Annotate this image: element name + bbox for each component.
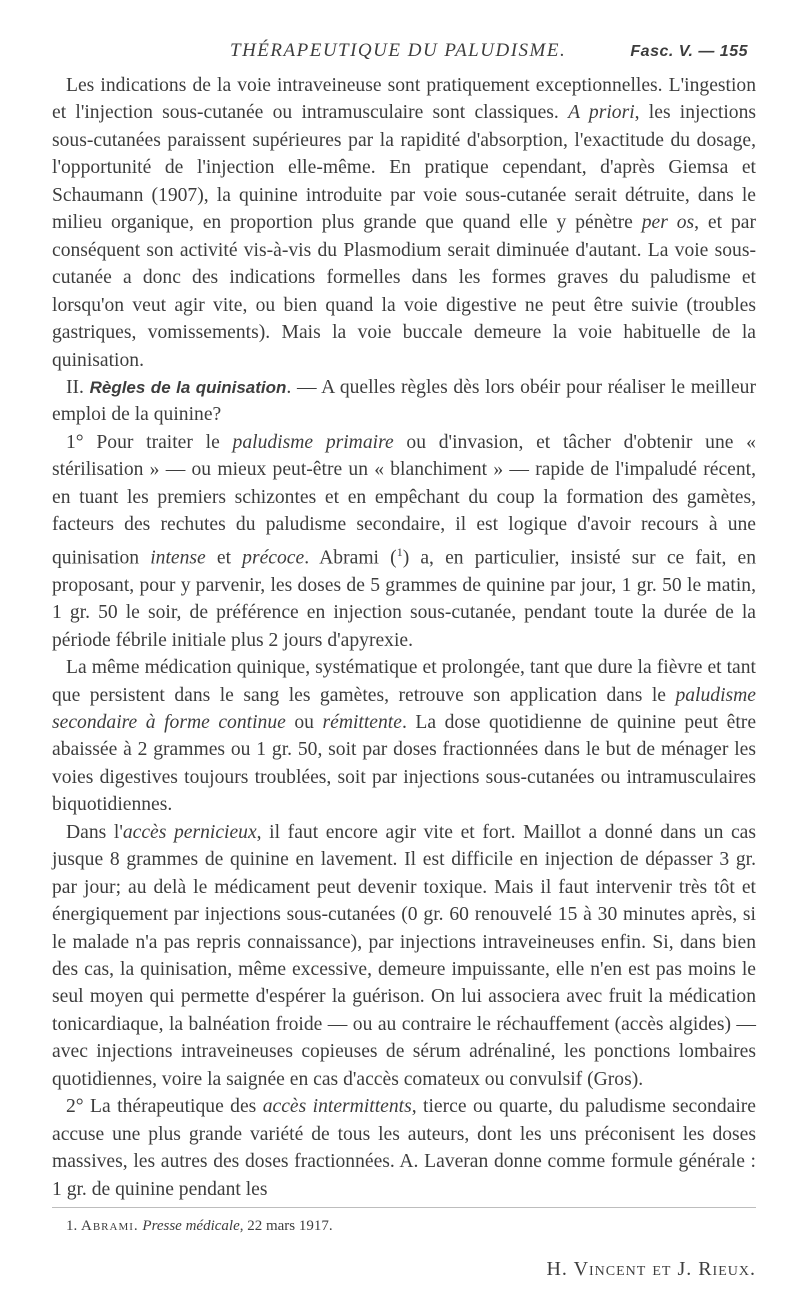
main-text	[52, 72, 756, 1203]
footnote-number: 1.	[66, 1218, 78, 1234]
text-run: , les injections sous-cutanées paraissent supérieures par la rapidité d'absorption, l'exactitude du dosage, l'opportunité de l'injection elle-même. En pratique cependant, d'après Giemsa et Schaumann (1907), la quinine introduite par voie sous-cutanée serait détruite, dans le milieu organique, en proportion plus grande que quand elle y pénètre	[52, 102, 756, 234]
footnote-journal: Presse médicale	[142, 1218, 240, 1234]
footnote-author: Abrami.	[81, 1218, 139, 1234]
italic-phrase: paludisme primaire	[232, 431, 394, 453]
italic-phrase: rémittente	[322, 711, 402, 733]
italic-phrase: per os	[641, 212, 695, 234]
running-header	[230, 40, 748, 62]
footnote-reference: 1	[396, 544, 403, 559]
paragraph	[52, 429, 756, 654]
text-run: 2° La thérapeutique des	[66, 1096, 263, 1118]
text-run: . Abrami (	[304, 547, 397, 569]
section-heading: Règles de la quinisation	[89, 377, 287, 397]
italic-phrase: précoce	[242, 547, 305, 569]
footnote-divider	[52, 1207, 756, 1208]
fascicle-page-number: Fasc. V. — 155	[630, 43, 748, 60]
italic-phrase: accès intermittents	[262, 1096, 412, 1118]
text-run: , et par conséquent son activité vis-à-vis du Plasmodium serait diminuée d'autant. La voie sous-cutanée a donc des indications formelles dans les formes graves du paludisme et lorsqu'on veut agir vite, ou bien quand la voie digestive ne peut être suivie (troubles gastriques, vomissements). Mais la voie buccale demeure la voie habituelle de la quinisation.	[52, 212, 756, 371]
running-title: THÉRAPEUTIQUE DU PALUDISME.	[230, 40, 567, 61]
text-run: La même médication quinique, systématique et prolongée, tant que dure la fièvre et tant que persistent dans le sang les gamètes, retrouve son application dans le	[52, 657, 756, 706]
text-run: . — A quelles règles dès lors obéir pour réaliser le meilleur emploi de la quinine?	[52, 376, 756, 426]
text-run: Dans l'	[66, 821, 123, 843]
italic-phrase: paludisme secondaire à forme continue	[52, 684, 756, 733]
text-run: , il faut encore agir vite et fort. Maillot a donné dans un cas jusque 8 grammes de quinine en lavement. Il est difficile en injection de dépasser 3 gr. par jour; au delà le médicament peut devenir toxique. Mais il faut intervenir très tôt et énergiquement par injections sous-cutanées (0 gr. 60 renouvelé 15 à 30 minutes après, si le malade n'a pas repris connaissance), par injections intraveineuses enfin. Si, dans bien des cas, la quinisation, même excessive, demeure impuissante, elle n'en est pas moins le seul moyen qui permette d'espérer la guérison. On lui associera avec fruit la médication tonicardiaque, la balnéation froide — ou au contraire le réchauffement (accès algides) — avec injections intraveineuses copieuses de sérum adrénaliné, les ponctions lombaires quotidiennes, voire la saignée en cas d'accès comateux ou convulsif (Gros).	[52, 821, 756, 1090]
footnote	[66, 1218, 333, 1235]
paragraph	[52, 1093, 756, 1203]
text-run: II.	[66, 376, 90, 398]
italic-phrase: A priori	[568, 102, 635, 124]
paragraph	[52, 654, 756, 819]
text-run: , tierce ou quarte, du paludisme secondaire accuse une plus grande variété de tous les auteurs, dont les uns préconisent les doses massives, les autres des doses fractionnées. A. Laveran donne comme formule générale : 1 gr. de quinine pendant les	[52, 1096, 756, 1200]
text-run: . La dose quotidienne de quinine peut être abaissée à 2 grammes ou 1 gr. 50, soit par doses fractionnées dans le but de ménager les voies digestives toujours troublées, soit par injections sous-cutanées ou intramusculaires biquotidiennes.	[52, 711, 757, 816]
footnote-date: , 22 mars 1917.	[239, 1218, 333, 1234]
text-run: et	[205, 547, 243, 569]
text-run: ou d'invasion, et tâcher d'obtenir une « stérilisation » — ou mieux peut-être un « blanchiment » — rapide de l'impaludé récent, en tuant les premiers schizontes et en empêchant du coup la formation des gamètes, facteurs des rechutes du paludisme secondaire, il est logique d'avoir recours à une quinisation	[52, 431, 756, 569]
paragraph	[52, 72, 756, 374]
paragraph	[52, 819, 756, 1094]
paragraph	[52, 374, 756, 429]
text-run: 1° Pour traiter le	[66, 431, 233, 453]
italic-phrase: intense	[150, 547, 206, 569]
text-run: Les indications de la voie intraveineuse sont pratiquement exceptionnelles. L'ingestion et l'injection sous-cutanée ou intramusculaire sont classiques.	[52, 75, 756, 124]
author-signature: H. Vincent et J. Rieux.	[546, 1258, 756, 1280]
italic-phrase: accès pernicieux	[122, 821, 257, 843]
text-run: ) a, en particulier, insisté sur ce fait, en proposant, pour y parvenir, les doses de 5 grammes de quinine par jour, 1 gr. 50 le matin, 1 gr. 50 le soir, de préférence en injection sous-cutanée, pendant toute la durée de la période fébrile initiale plus 2 jours d'apyrexie.	[52, 547, 757, 651]
text-run: ou	[285, 711, 323, 733]
